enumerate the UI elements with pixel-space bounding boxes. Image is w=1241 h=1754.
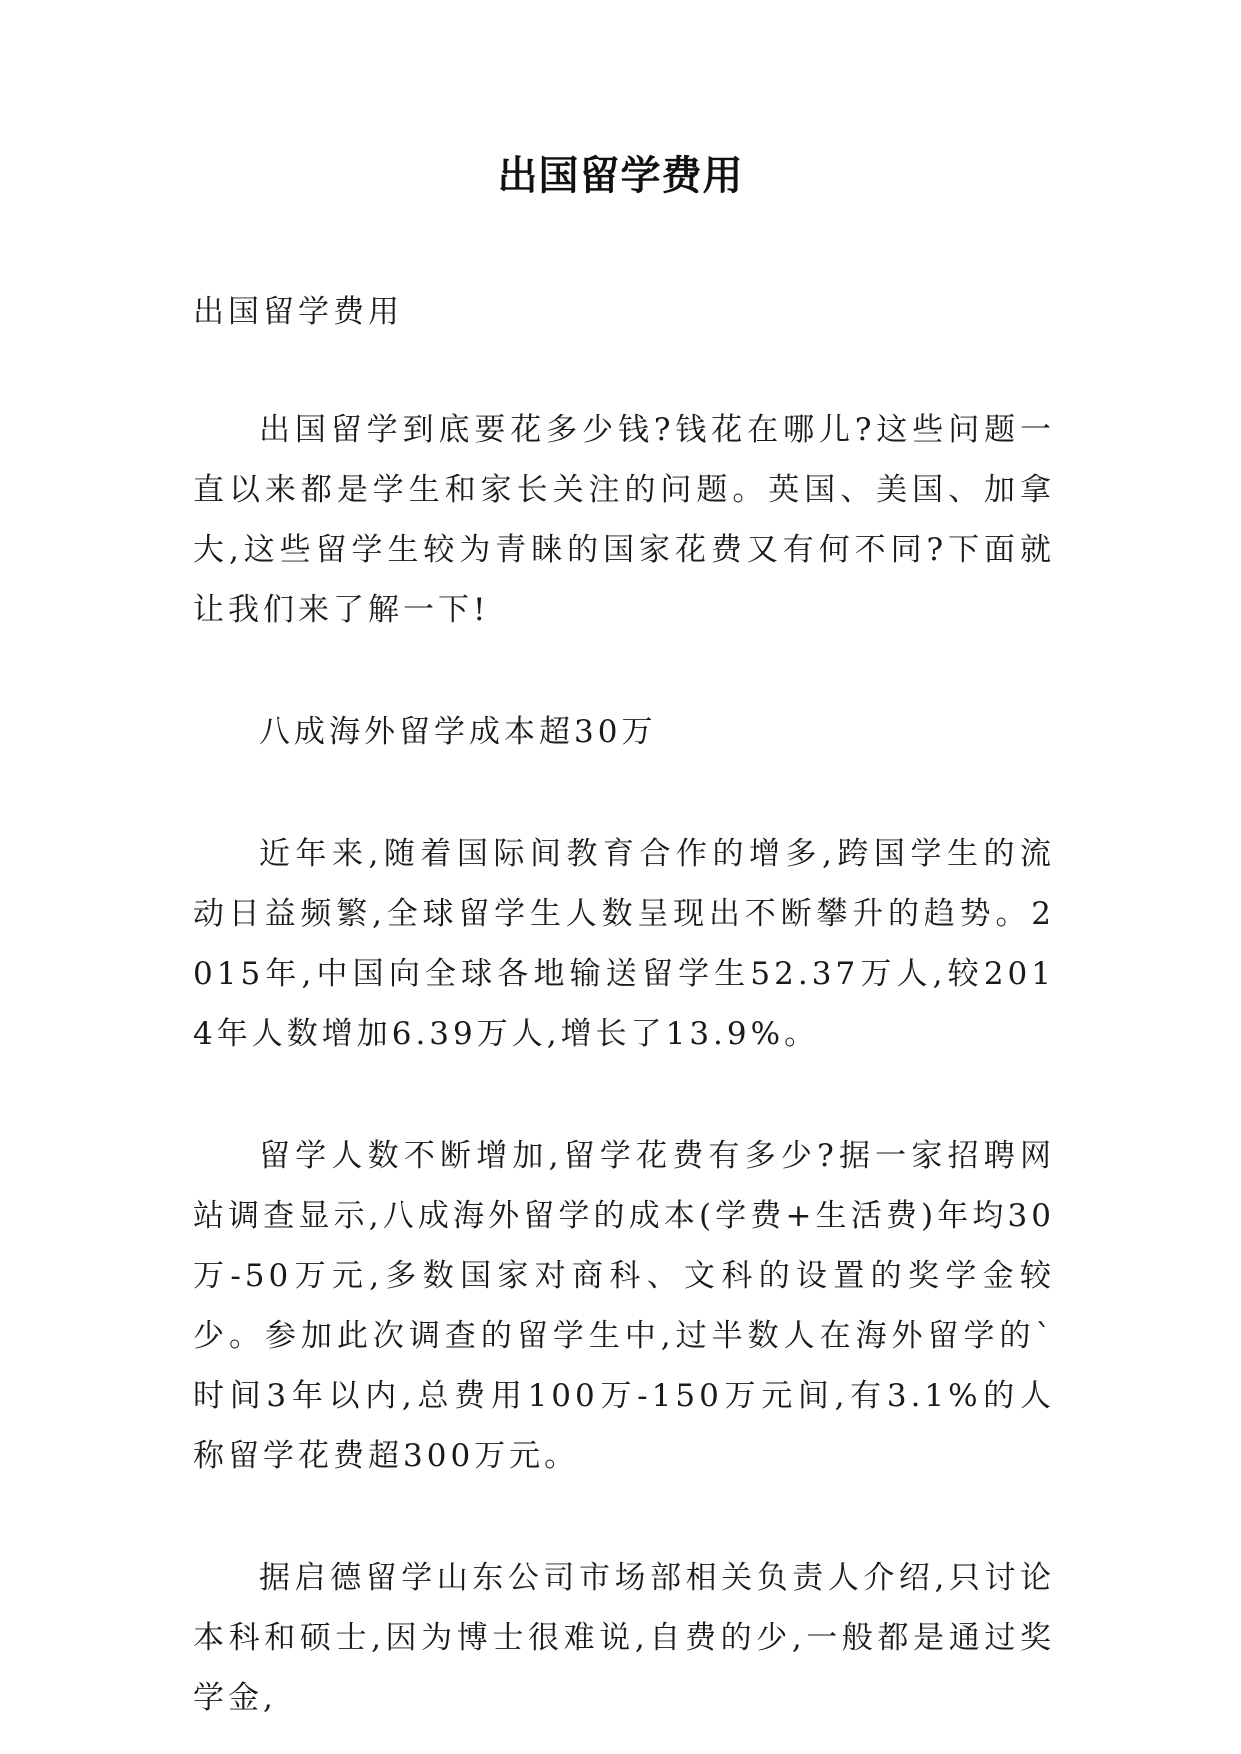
- paragraph-spacer: [193, 1486, 1055, 1548]
- document-title: 出国留学费用: [497, 153, 744, 199]
- paragraph-spacer: [193, 1064, 1055, 1126]
- paragraph-spacer: [193, 762, 1055, 824]
- subtitle-paragraph: 出国留学费用: [193, 294, 403, 330]
- paragraph-spacer: [193, 342, 1055, 400]
- survey-paragraph: 留学人数不断增加,留学花费有多少?据一家招聘网站调查显示,八成海外留学的成本(学费+生活费)年均30万-50万元,多数国家对商科、文科的设置的奖学金较少。参加此次调查的留学生中,过半数人在海外留学的`时间3年以内,总费用100万-150万元间,有3.1%的人称留学花费超300万元。: [193, 1138, 1055, 1474]
- expert-paragraph: 据启德留学山东公司市场部相关负责人介绍,只讨论本科和硕士,因为博士很难说,自费的少,一般都是通过奖学金,: [193, 1560, 1055, 1716]
- section-heading-paragraph: 八成海外留学成本超30万: [259, 714, 657, 750]
- intro-paragraph: 出国留学到底要花多少钱?钱花在哪儿?这些问题一直以来都是学生和家长关注的问题。英国、美国、加拿大,这些留学生较为青睐的国家花费又有何不同?下面就让我们来了解一下!: [193, 412, 1055, 628]
- paragraph-spacer: [193, 640, 1055, 702]
- document-body: [193, 282, 1055, 1728]
- statistics-paragraph: 近年来,随着国际间教育合作的增多,跨国学生的流动日益频繁,全球留学生人数呈现出不断攀升的趋势。2015年,中国向全球各地输送留学生52.37万人,较2014年人数增加6.39万人,增长了13.9%。: [193, 836, 1055, 1052]
